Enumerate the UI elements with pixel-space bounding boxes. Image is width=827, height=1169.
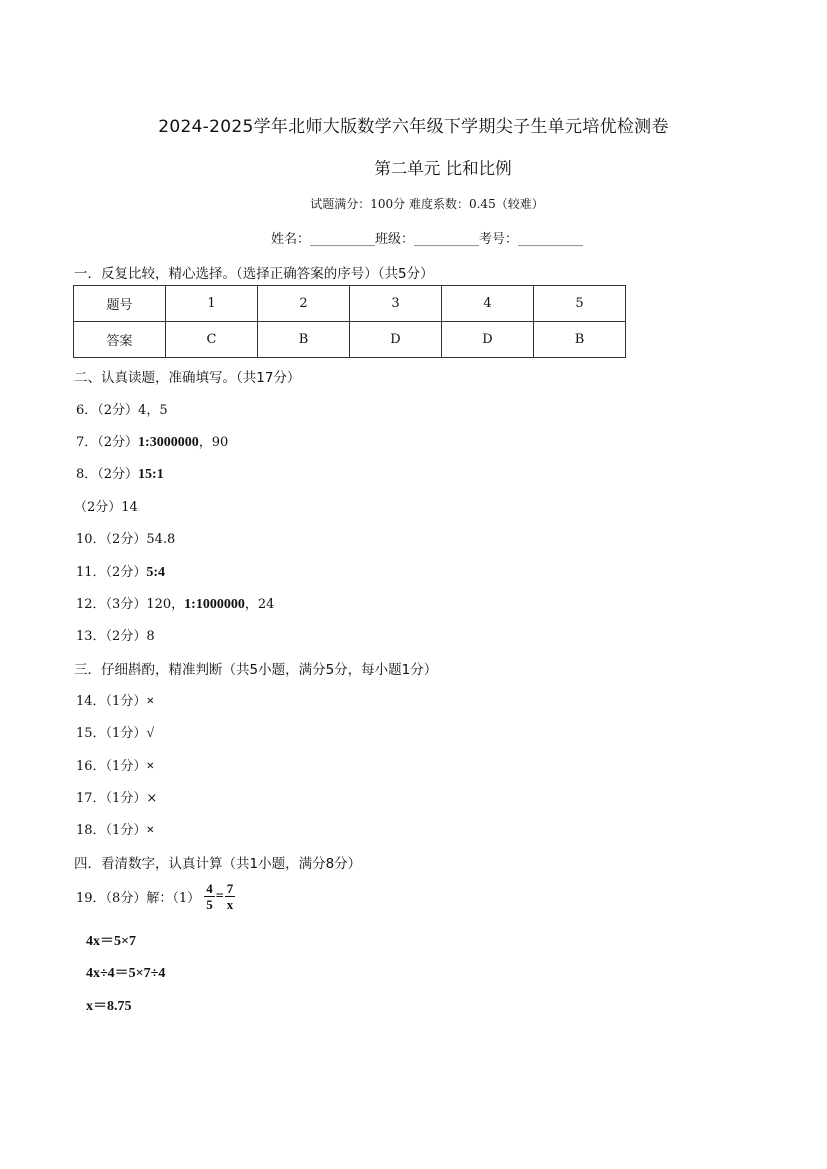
answer-text: ，90	[198, 435, 229, 450]
cross-mark: ×	[146, 759, 155, 774]
answer-line-13	[76, 625, 155, 644]
answer-prefix: 16．（1分）	[76, 759, 147, 774]
section2-heading: 二、认真读题，准确填写。（共17分）	[74, 370, 301, 386]
answer-prefix: 19．（8分）解：（1）	[76, 891, 201, 906]
check-mark: √	[146, 726, 155, 741]
table-row-label: 题号	[74, 286, 166, 322]
table-cell: 1	[166, 286, 258, 322]
table-cell: 2	[258, 286, 350, 322]
calc-step: x＝8.75	[86, 999, 132, 1014]
judge-line-16	[76, 755, 154, 775]
answer-line-8	[76, 463, 164, 483]
answer-text: 8	[146, 629, 155, 644]
table-cell: D	[350, 322, 442, 358]
section1-heading: 一．反复比较，精心选择。（选择正确答案的序号）（共5分）	[74, 266, 434, 282]
cross-mark: ×	[146, 694, 155, 709]
answer-prefix: （2分）	[74, 500, 122, 515]
table-cell: B	[534, 322, 626, 358]
answer-text: 120，	[146, 597, 185, 612]
calc-step: 4x÷4＝5×7÷4	[86, 966, 166, 981]
table-cell: C	[166, 322, 258, 358]
answer-line-9	[74, 496, 138, 515]
fraction	[225, 881, 236, 912]
answer-line-10	[76, 528, 175, 547]
answer-prefix: 14．（1分）	[76, 694, 147, 709]
calc-step: 4x＝5×7	[86, 934, 136, 949]
equals-sign: =	[215, 888, 224, 904]
table-cell: B	[258, 322, 350, 358]
table-row-label: 答案	[74, 322, 166, 358]
table-row	[74, 322, 626, 358]
judge-line-18	[76, 819, 154, 839]
exam-meta: 试题满分：100分 难度系数：0.45（较难）	[310, 197, 544, 211]
judge-line-14	[76, 690, 154, 710]
judge-line-15	[76, 722, 154, 742]
answer-prefix: 10．（2分）	[76, 532, 147, 547]
answer-table	[73, 285, 626, 358]
cross-mark: ×	[146, 791, 158, 806]
answer-line-12	[76, 593, 274, 613]
section3-heading: 三．仔细斟酌，精准判断（共5小题，满分5分，每小题1分）	[74, 662, 438, 678]
fraction-denominator: x	[226, 897, 234, 912]
answer-line-11	[76, 561, 165, 581]
answer-bold: 1:3000000	[138, 435, 199, 450]
section4-heading: 四．看清数字，认真计算（共1小题，满分8分）	[74, 856, 362, 872]
fraction-numerator: 4	[206, 881, 213, 896]
judge-line-17	[76, 787, 157, 806]
doc-subtitle: 第二单元 比和比例	[374, 159, 512, 178]
answer-prefix: 13．（2分）	[76, 629, 147, 644]
answer-text: 54.8	[146, 532, 176, 547]
answer-prefix: 12．（3分）	[76, 597, 147, 612]
student-info: 姓名：__________班级：__________考号：__________	[270, 232, 583, 247]
fraction-denominator: 5	[206, 897, 213, 912]
answer-line-6	[76, 399, 168, 418]
fraction-numerator: 7	[226, 881, 234, 896]
table-cell: 3	[350, 286, 442, 322]
answer-bold: 5:4	[146, 565, 165, 580]
answer-bold: 1:1000000	[184, 597, 245, 612]
table-cell: 5	[534, 286, 626, 322]
table-cell: D	[442, 322, 534, 358]
cross-mark: ×	[146, 823, 155, 838]
answer-prefix: 18．（1分）	[76, 823, 147, 838]
answer-prefix: 8．（2分）	[76, 467, 139, 482]
answer-text: 14	[121, 500, 138, 515]
table-row	[74, 286, 626, 322]
answer-bold: 15:1	[138, 467, 164, 482]
answer-text: ，24	[244, 597, 275, 612]
answer-prefix: 15．（1分）	[76, 726, 147, 741]
answer-prefix: 6．（2分）	[76, 403, 139, 418]
doc-title: 2024-2025学年北师大版数学六年级下学期尖子生单元培优检测卷	[158, 117, 669, 137]
answer-prefix: 17．（1分）	[76, 791, 147, 806]
answer-prefix: 11．（2分）	[76, 565, 147, 580]
calc-line-19	[76, 881, 235, 912]
table-cell: 4	[442, 286, 534, 322]
answer-line-7	[76, 431, 228, 451]
answer-text: 4，5	[138, 403, 168, 418]
fraction	[204, 881, 215, 912]
answer-prefix: 7．（2分）	[76, 435, 139, 450]
